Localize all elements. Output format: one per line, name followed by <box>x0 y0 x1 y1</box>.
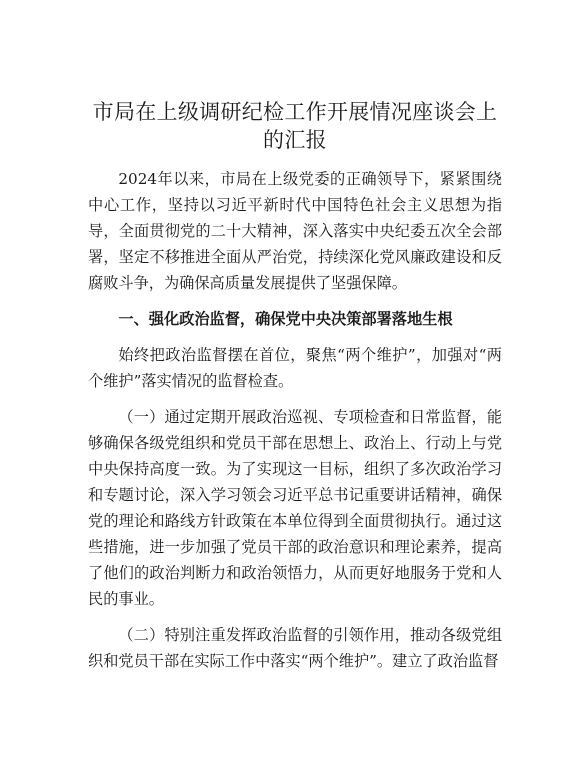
section-1-heading: 一、强化政治监督，确保党中央决策部署落地生根 <box>118 310 453 328</box>
document-body <box>88 98 502 674</box>
section-1-item-2: （二）特别注重发挥政治监督的引领作用，推动各级党组织和党员干部在实际工作中落实“两个维护”。建立了政治监督 <box>88 626 502 670</box>
section-1-intro: 始终把政治监督摆在首位，聚焦“两个维护”，加强对“两个维护”落实情况的监督检查。 <box>88 346 502 390</box>
item-spacer-1 <box>88 394 502 404</box>
section-heading-spacer <box>88 332 502 342</box>
section-spacer <box>88 296 502 306</box>
section-1-item-1: （一）通过定期开展政治巡视、专项检查和日常监督，能够确保各级党组织和党员干部在思想上、政治上、行动上与党中央保持高度一致。为了实现这一目标，组织了多次政治学习和专题讨论，深入学习领会习近平总书记重要讲话精神，确保党的理论和路线方针政策在本单位得到全面贯彻执行。通过这些措施，进一步加强了党员干部的政治意识和理论素养，提高了他们的政治判断力和政治领悟力，从而更好地服务于党和人民的事业。 <box>88 408 502 608</box>
item-spacer-2 <box>88 612 502 622</box>
document-title: 市局在上级调研纪检工作开展情况座谈会上的汇报 <box>92 100 498 152</box>
intro-paragraph: 2024年以来，市局在上级党委的正确领导下，紧紧围绕中心工作，坚持以习近平新时代中国特色社会主义思想为指导，全面贯彻党的二十大精神，深入落实中央纪委五次全会部署，坚定不移推进全面从严治党，持续深化党风廉政建设和反腐败斗争，为确保高质量发展提供了坚强保障。 <box>88 170 502 292</box>
title-spacer <box>88 154 502 166</box>
